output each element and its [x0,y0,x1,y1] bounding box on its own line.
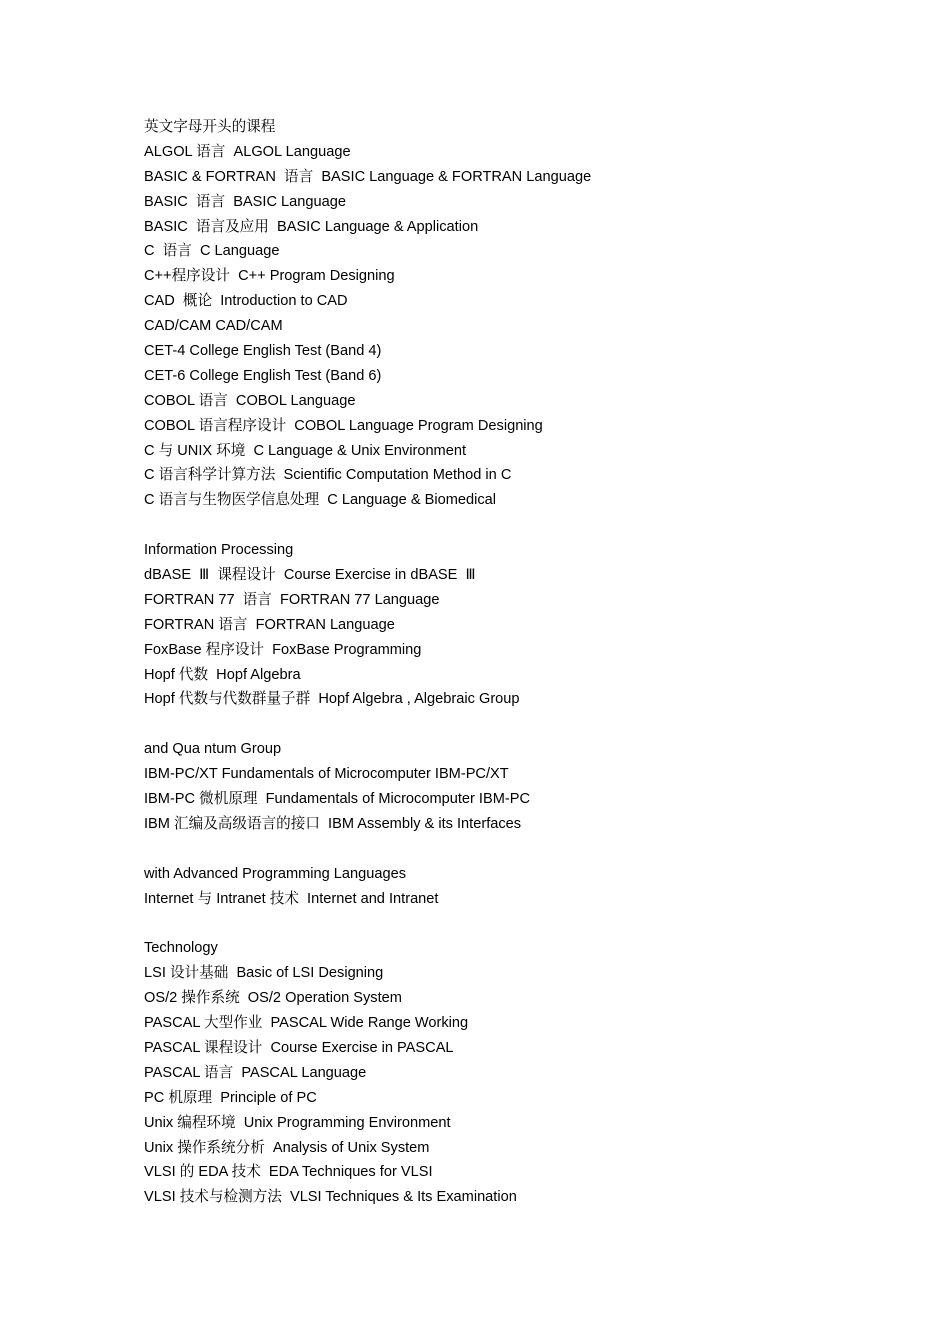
course-line: Information Processing [144,542,294,559]
course-line: with Advanced Programming Languages [144,865,407,882]
blank-line [144,712,904,737]
course-line: FoxBase 程序设计 FoxBase Programming [144,641,422,658]
course-line: Internet 与 Intranet 技术 Internet and Intranet [144,890,439,907]
course-line: C 语言 C Language [144,243,280,260]
blank-line [144,837,904,862]
course-line: Hopf 代数与代数群量子群 Hopf Algebra , Algebraic Group [144,691,520,708]
course-line: IBM-PC/XT Fundamentals of Microcomputer IBM-PC/XT [144,766,509,783]
course-line: BASIC 语言及应用 BASIC Language & Application [144,218,479,235]
course-line: PASCAL 课程设计 Course Exercise in PASCAL [144,1039,454,1056]
course-list [144,115,904,1210]
course-line: C 语言科学计算方法 Scientific Computation Method in C [144,467,512,484]
course-line: PASCAL 大型作业 PASCAL Wide Range Working [144,1015,469,1032]
course-line: FORTRAN 语言 FORTRAN Language [144,616,395,633]
course-line: LSI 设计基础 Basic of LSI Designing [144,965,384,982]
course-line: OS/2 操作系统 OS/2 Operation System [144,990,402,1007]
course-line: IBM 汇编及高级语言的接口 IBM Assembly & its Interfaces [144,815,522,832]
course-line: Technology [144,940,218,957]
course-line: CAD 概论 Introduction to CAD [144,293,348,310]
course-line: C 语言与生物医学信息处理 C Language & Biomedical [144,492,496,509]
course-line: CET-6 College English Test (Band 6) [144,367,382,384]
course-line: COBOL 语言 COBOL Language [144,392,356,409]
course-line: IBM-PC 微机原理 Fundamentals of Microcomputer IBM-PC [144,791,531,808]
course-line: VLSI 技术与检测方法 VLSI Techniques & Its Examination [144,1189,517,1206]
course-line: BASIC & FORTRAN 语言 BASIC Language & FORTRAN Language [144,168,592,185]
course-line: Unix 操作系统分析 Analysis of Unix System [144,1139,430,1156]
course-line: PASCAL 语言 PASCAL Language [144,1064,367,1081]
blank-line [144,912,904,937]
course-line: BASIC 语言 BASIC Language [144,193,346,210]
course-line: FORTRAN 77 语言 FORTRAN 77 Language [144,591,440,608]
blank-line [144,513,904,538]
course-line: VLSI 的 EDA 技术 EDA Techniques for VLSI [144,1164,433,1181]
course-line: ALGOL 语言 ALGOL Language [144,143,351,160]
course-line: C 与 UNIX 环境 C Language & Unix Environment [144,442,467,459]
course-line: dBASE Ⅲ 课程设计 Course Exercise in dBASE Ⅲ [144,567,476,584]
course-line: Unix 编程环境 Unix Programming Environment [144,1114,451,1131]
course-line: Hopf 代数 Hopf Algebra [144,666,301,683]
course-line: CET-4 College English Test (Band 4) [144,343,382,360]
course-line: and Qua ntum Group [144,741,282,758]
course-line: CAD/CAM CAD/CAM [144,318,283,335]
course-line: COBOL 语言程序设计 COBOL Language Program Designing [144,417,543,434]
course-line: C++程序设计 C++ Program Designing [144,268,395,285]
course-line: PC 机原理 Principle of PC [144,1089,317,1106]
section-heading: 英文字母开头的课程 [144,119,276,135]
